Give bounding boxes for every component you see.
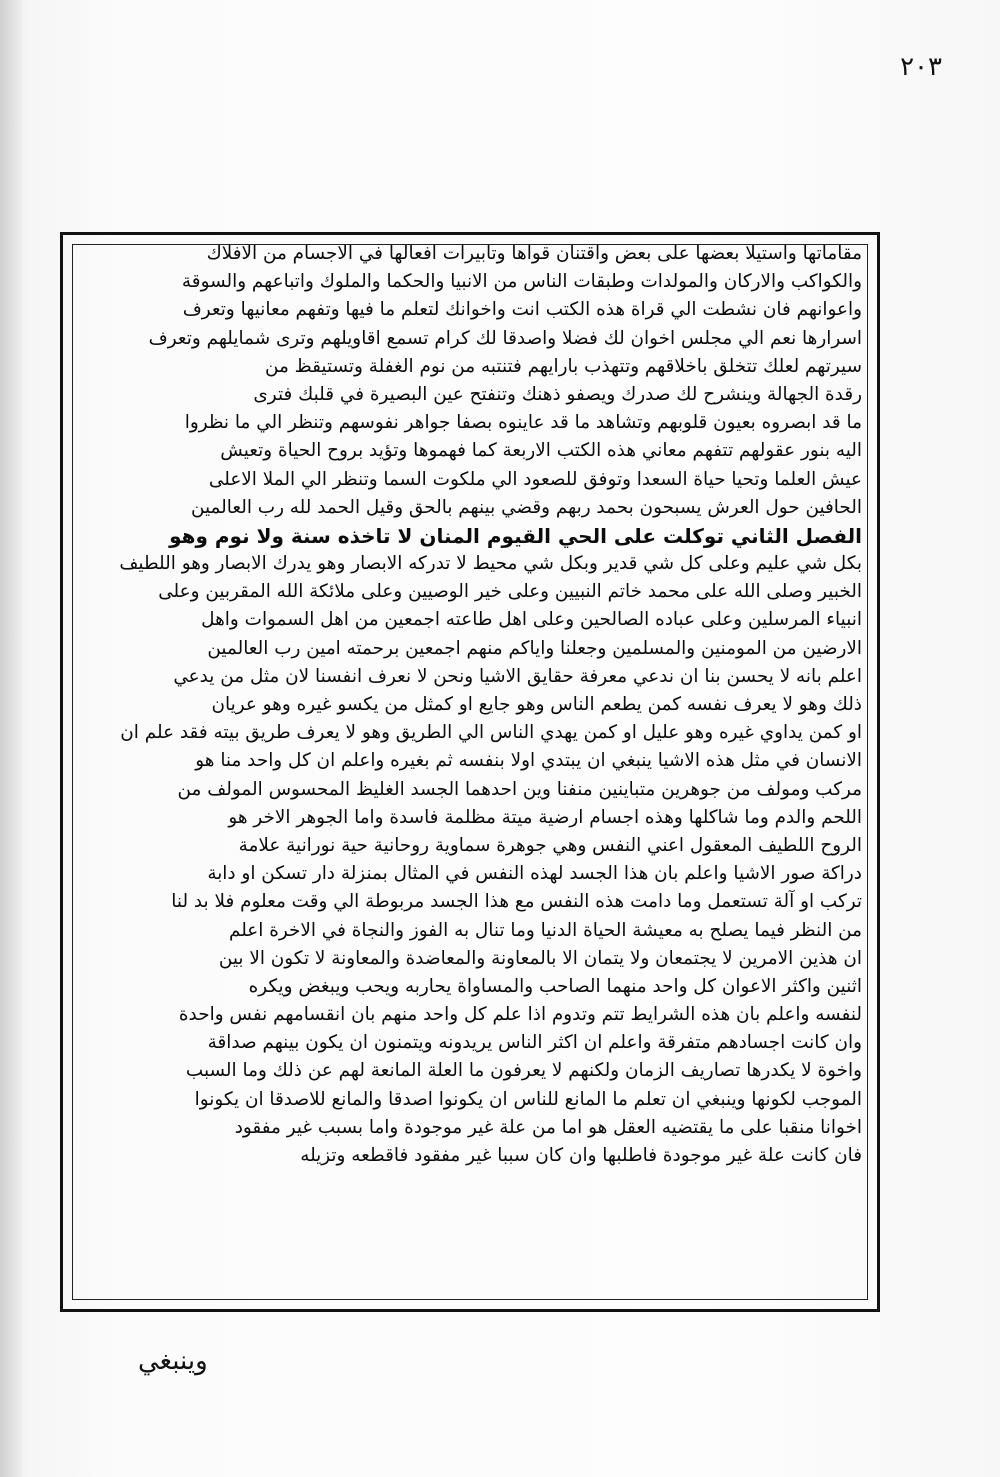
chapter-heading-line: الفصل الثاني توكلت على الحي القيوم المنان لا تاخذه سنة ولا نوم وهو bbox=[169, 523, 862, 548]
text-line: عيش العلما وتحيا حياة السعدا وتوفق للصعود الي ملكوت السما وتنظر الي الملا الاعلى bbox=[208, 468, 862, 490]
text-line: مركب ومولف من جوهرين متباينين منفنا وين احدهما الجسد الغليظ المحسوس المولف من bbox=[177, 778, 862, 800]
text-line: اعلم بانه لا يحسن بنا ان ندعي معرفة حقايق الاشيا ونحن لا نعرف انفسنا لان مثل من يدعي bbox=[173, 665, 862, 687]
text-line: بكل شي عليم وعلى كل شي قدير وبكل شي محيط لا تدركه الابصار وهو يدرك الابصار وهو اللطيف bbox=[119, 553, 862, 575]
text-line: اسرارها نعم الي مجلس اخوان لك فضلا واصدقا لك كرام تسمع اقاويلهم وترى شمايلهم وتعرف bbox=[148, 327, 862, 349]
text-line: الموجب لكونها وينبغي ان تعلم ما المانع للناس ان يكونوا اصدقا والمانع للاصدقا ان يكونوا bbox=[194, 1088, 862, 1110]
text-line: فان كانت علة غير موجودة فاطلبها وان كان سببا غير مفقود فاقطعه وتزيله bbox=[300, 1145, 862, 1166]
text-line: الانسان في مثل هذه الاشيا ينبغي ان يبتدي اولا بنفسه ثم بغيره واعلم ان كل واحد منا هو bbox=[195, 750, 862, 772]
text-line: واخوة لا يكدرها تصاريف الزمان ولكنهم لا يعرفون ما العلة المانعة لهم عن ذلك وما السبب bbox=[185, 1060, 862, 1082]
text-line: ذلك وهو لا يعرف نفسه كمن يطعم الناس وهو جايع او كمثل من يكسو غيره وهو عريان bbox=[211, 694, 862, 715]
text-line: الخبير وصلى الله على محمد خاتم النبيين وعلى خير الوصيين وعلى ملائكة الله المقربين وعلى bbox=[158, 581, 862, 603]
text-line: الروح اللطيف المعقول اعني النفس وهي جوهرة سماوية روحانية حية نورانية علامة bbox=[238, 834, 862, 856]
binding-spine bbox=[0, 0, 22, 1477]
text-line: وان كانت اجسادهم متفرقة واعلم ان اكثر الناس يريدونه ويتمنون ان يكون بينهم صداقة bbox=[207, 1032, 862, 1054]
manuscript-text-block bbox=[80, 240, 862, 1290]
text-line: دراكة صور الاشيا واعلم بان هذا الجسد لهذه النفس في المثال بمنزلة دار تسكن او دابة bbox=[207, 863, 862, 885]
text-line: لنفسه واعلم بان هذه الشرايط تتم وتدوم اذا علم كل واحد منهم بان انقسامهم نفس واحدة bbox=[178, 1004, 862, 1026]
text-line: اخوانا منقبا على ما يقتضيه العقل هو اما من علة غير موجودة واما بسبب غير مفقود bbox=[234, 1116, 862, 1138]
text-line: اليه بنور عقولهم تتفهم معاني هذه الكتب الاربعة كما فهموها وتؤيد بروح الحياة وتعيش bbox=[220, 440, 862, 462]
text-line: ان هذين الامرين لا يجتمعان ولا يتمان الا بالمعاونة والمعاضدة والمعاونة لا تكون الا بين bbox=[218, 947, 862, 969]
text-line: ما قد ابصروه بعيون قلوبهم وتشاهد ما قد عاينوه بصفا جواهر نفوسهم وتنظر الي ما نظروا bbox=[184, 412, 862, 434]
folio-number: ٢٠٣ bbox=[900, 52, 942, 82]
text-line: سيرتهم لعلك تتخلق باخلاقهم وتتهذب بارايهم فتنتبه من نوم الغفلة وتستيقظ من bbox=[264, 355, 862, 377]
text-line: اثنين واكثر الاعوان كل واحد منهما الصاحب والمساواة يحاربه ويحب ويبغض ويكره bbox=[248, 975, 862, 997]
text-line: والكواكب والاركان والمولدات وطبقات الناس من الانبيا والحكما والملوك واتباعهم والسوقة bbox=[181, 271, 862, 293]
catchword: وينبغي bbox=[138, 1346, 208, 1376]
text-line: من النظر فيما يصلح به معيشة الحياة الدنيا وما تنال به الفوز والنجاة في الاخرة اعلم bbox=[228, 919, 862, 941]
text-line: الحافين حول العرش يسبحون بحمد ربهم وقضي بينهم بالحق وقيل الحمد لله رب العالمين bbox=[190, 496, 862, 518]
text-line: اللحم والدم وما شاكلها وهذه اجسام ارضية ميتة مظلمة فاسدة واما الجوهر الاخر هو bbox=[228, 806, 862, 828]
text-line: رقدة الجهالة وينشرح لك صدرك ويصفو ذهنك وتنفتح عين البصيرة في قلبك فترى bbox=[253, 383, 862, 405]
text-line: او كمن يداوي غيره وهو عليل او كمن يهدي الناس الي الطريق وهو لا يعرف طريق بيته فقد علم ان bbox=[120, 722, 862, 744]
text-line: واعوانهم فان نشطت الي قراة هذه الكتب انت واخوانك لتعلم ما فيها وتفهم معانيها وتعرف bbox=[182, 299, 862, 321]
text-line: انبياء المرسلين وعلى عباده الصالحين وعلى اهل طاعته اجمعين من اهل السموات واهل bbox=[201, 609, 862, 631]
text-line: تركب او آلة تستعمل وما دامت هذه النفس مع هذا الجسد مربوطة الي وقت معلوم فلا بد لنا bbox=[171, 891, 862, 913]
text-line: مقاماتها واستيلا بعضها على بعض واقتنان قواها وتابيرات افعالها في الاجسام من الافلاك bbox=[206, 243, 862, 264]
text-line: الارضين من المومنين والمسلمين وجعلنا واياكم منهم اجمعين برحمته امين رب العالمين bbox=[207, 637, 862, 659]
